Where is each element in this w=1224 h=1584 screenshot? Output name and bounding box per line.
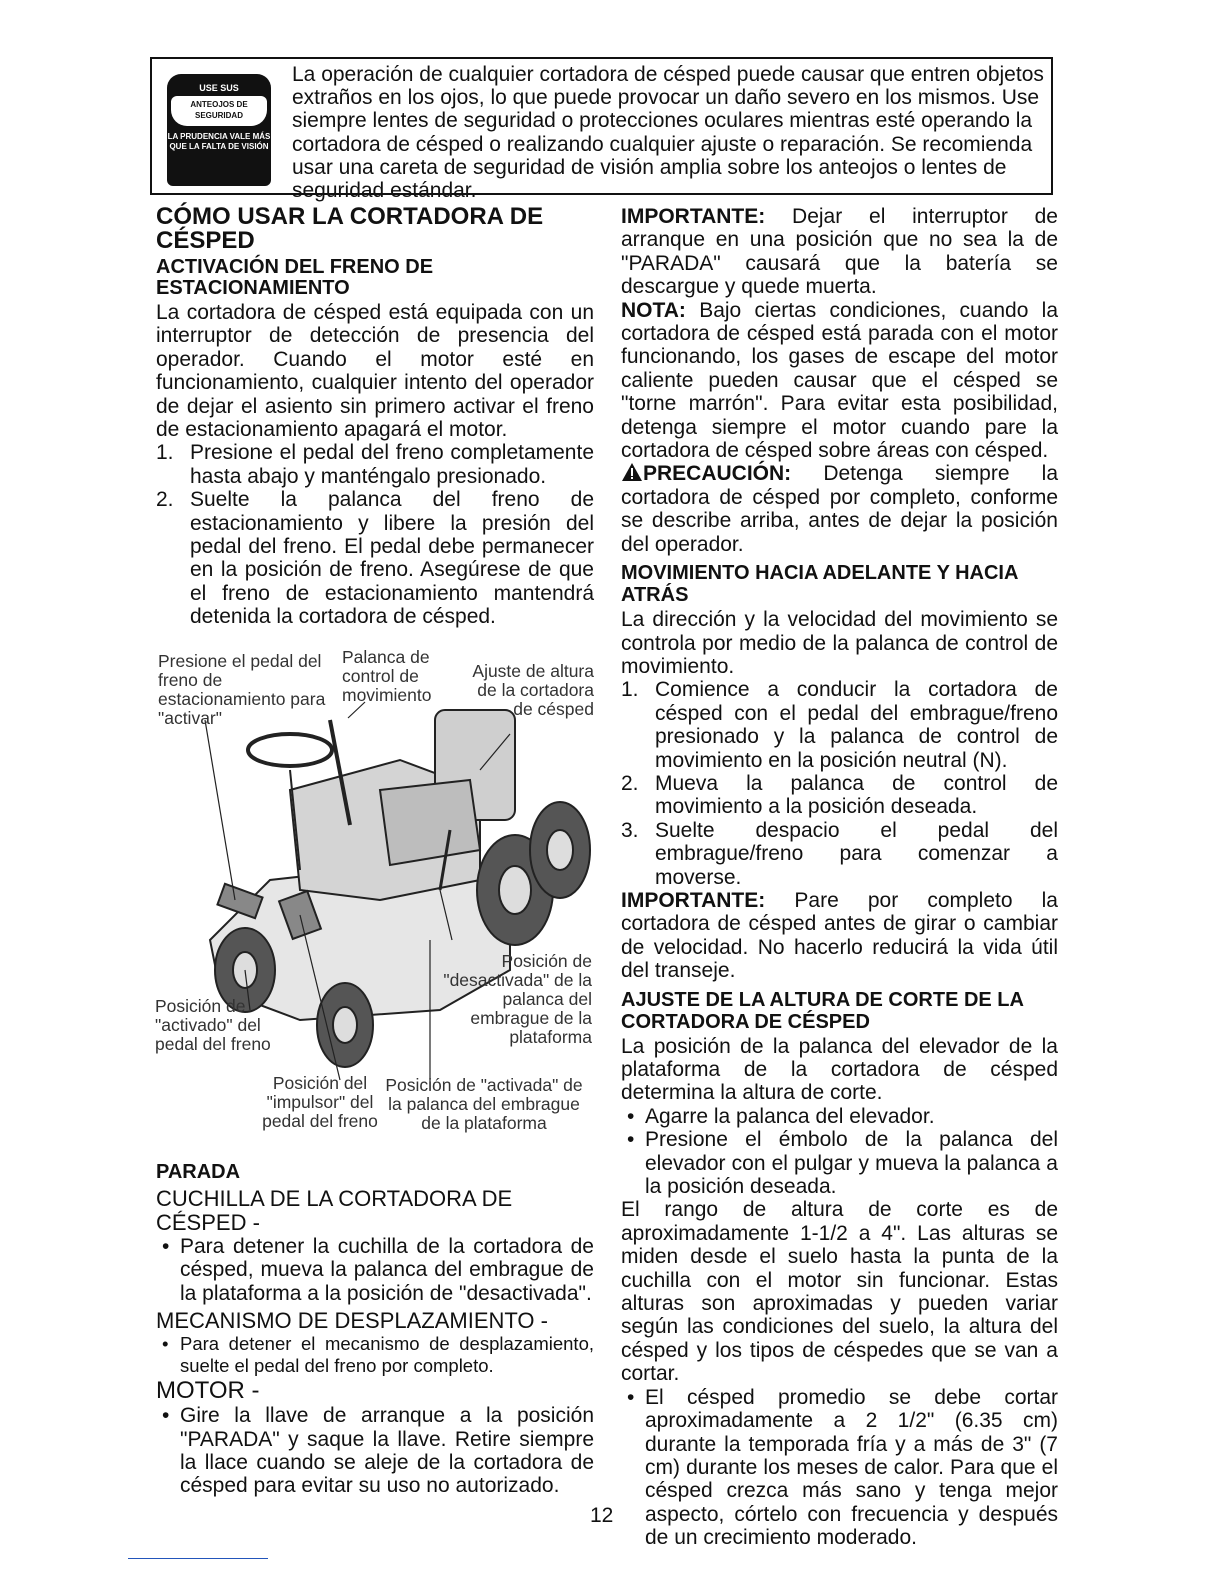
important-note-2: IMPORTANTE: Pare por completo la cortadora de césped antes de girar o cambiar de velocidad. No hacerlo reducirá la vida útil del transeje. <box>621 888 1058 983</box>
page-title: CÓMO USAR LA CORTADORA DE CÉSPED <box>156 203 544 254</box>
drive-heading: MECANISMO DE DESPLAZAMIENTO - <box>156 1308 548 1334</box>
motor-heading: MOTOR - <box>156 1377 260 1405</box>
list-item: 2. Suelte la palanca del freno de estacionamiento y libere la presión del pedal del freno. El pedal debe permanecer en la posición de freno. Asegúrese de que el freno de estacionamiento mantendrá detenida la cortadora de césped. <box>156 488 594 629</box>
stop-heading: PARADA <box>156 1161 241 1183</box>
list-item: • Presione el émbolo de la palanca del elevador con el pulgar y mueva la palanca a la posición deseada. <box>627 1128 1058 1199</box>
safety-warning-text: La operación de cualquier cortadora de césped puede causar que entren objetos extraños en los ojos, lo que puede provocar un daño severo en los mismos. Use siempre lentes de seguridad o protecciones oculares mientras esté operando la cortadora de césped o realizando cualquier ajuste o reparación. Se recomienda usar una careta de seguridad de visión amplia sobre los anteojos o lentes de seguridad estándar. <box>292 63 1044 203</box>
list-item: 1. Presione el pedal del freno completamente hasta abajo y manténgalo presionado. <box>156 441 594 488</box>
mower-figure <box>150 640 596 1160</box>
height-bullets-2 <box>621 1386 1058 1550</box>
footer-divider <box>128 1558 268 1559</box>
motor-list <box>156 1404 594 1498</box>
list-item: • Para detener el mecanismo de desplazamiento, suelte el pedal del freno por completo. <box>162 1333 594 1376</box>
caption-height-adjust: Ajuste de altura de la cortadora de césped <box>472 661 594 719</box>
list-item: 1. Comience a conducir la cortadora de césped con el pedal del embrague/freno presionado y la palanca de control de movimiento en la posición neutral (N). <box>621 678 1058 772</box>
badge-bottom-text: LA PRUDENCIA VALE MÁS QUE LA FALTA DE VISIÓN <box>167 132 271 151</box>
blade-heading: CUCHILLA DE LA CORTADORA DE CÉSPED - <box>156 1186 513 1235</box>
list-item: 2. Mueva la palanca de control de movimiento a la posición deseada. <box>621 771 1058 819</box>
motion-intro: La dirección y la velocidad del movimiento se controla por medio de la palanca de control de movimiento. <box>621 608 1058 678</box>
caption-brake-pedal: Presione el pedal del freno de estacionamiento para "activar" <box>158 651 326 728</box>
important-note-1: IMPORTANTE: Dejar el interruptor de arranque en una posición que no sea la de "PARADA" causará que la batería se descargue y quede muerta. <box>621 205 1058 299</box>
note: NOTA: Bajo ciertas condiciones, cuando la cortadora de césped está parada con el motor funcionando, los gases de escape del motor caliente pueden causar que el césped se "torne marrón". Para evitar esta posibilidad, detenga siempre el motor cuando pare la cortadora de césped sobre áreas con césped. <box>621 298 1059 463</box>
warning-triangle-icon <box>621 462 643 482</box>
motion-heading: MOVIMIENTO HACIA ADELANTE Y HACIA ATRÁS <box>621 562 1018 607</box>
list-item: • El césped promedio se debe cortar aproximadamente a 2 1/2" (6.35 cm) durante la temporada fría y a más de 3" (7 cm) durante los meses de calor. Para que el césped crezca más sano y tenga mejor aspecto, córtelo con frecuencia y después de un crecimiento moderado. <box>627 1385 1058 1550</box>
safety-goggles-badge <box>167 74 271 186</box>
safety-warning-box <box>150 57 1053 203</box>
caution-note: PRECAUCIÓN: Detenga siempre la cortadora de césped por completo, conforme se describe arriba, antes de dejar la posición del operador. <box>621 462 1058 556</box>
list-item: 3. Suelte despacio el pedal del embrague/freno para comenzar a moverse. <box>621 818 1058 889</box>
height-intro: La posición de la palanca del elevador de la plataforma de la cortadora de césped determina la altura de corte. <box>621 1034 1058 1105</box>
list-item: • Gire la llave de arranque a la posición "PARADA" y saque la llave. Retire siempre la llace cuando se aleje de la cortadora de césped para evitar su uso no autorizado. <box>162 1404 594 1498</box>
brake-heading: ACTIVACIÓN DEL FRENO DE ESTACIONAMIENTO <box>156 256 434 299</box>
page-number: 12 <box>590 1504 614 1527</box>
brake-intro: La cortadora de césped está equipada con un interruptor de detección de presencia del operador. Cuando el motor esté en funcionamiento, cualquier intento del operador de dejar el asiento sin primero activar el freno de estacionamiento apagará el motor. <box>156 301 594 442</box>
goggles-icon <box>171 96 267 126</box>
motion-steps <box>621 678 1058 889</box>
caption-motion-lever: Palanca de control de movimiento <box>342 647 432 705</box>
drive-list <box>156 1333 594 1376</box>
blade-list <box>156 1235 594 1305</box>
right-column <box>621 205 1058 1550</box>
list-item: • Para detener la cuchilla de la cortadora de césped, mueva la palanca del embrague de la plataforma a la posición de "desactivada". <box>162 1235 594 1305</box>
height-heading: AJUSTE DE LA ALTURA DE CORTE DE LA CORTADORA DE CÉSPED <box>621 988 1024 1033</box>
caption-clutch-deactivated: Posición de "desactivada" de la palanca del embrague de la plataforma <box>443 951 592 1047</box>
caption-pedal-impulsor: Posición del "impulsor" del pedal del freno <box>262 1073 378 1131</box>
caption-pedal-activated: Posición de "activado" del pedal del freno <box>155 996 271 1054</box>
height-range: El rango de altura de corte es de aproximadamente 1-1/2 a 4". Las alturas se miden desde el suelo hasta la punta de la cuchilla con el motor sin funcionar. Estas alturas son aproximadas y pueden variar según las condiciones del suelo, la altura del césped y los tipos de céspedes que se van a cortar. <box>621 1198 1058 1386</box>
stop-section <box>156 1158 594 1498</box>
brake-steps <box>156 441 594 628</box>
caption-clutch-activated: Posición de "activada" de la palanca del embrague de la plataforma <box>385 1075 583 1133</box>
list-item: • Agarre la palanca del elevador. <box>627 1104 935 1128</box>
badge-top-text: USE SUS <box>199 83 239 93</box>
badge-mid-text: ANTEOJOS DE SEGURIDAD <box>190 100 248 120</box>
height-bullets <box>621 1105 1058 1199</box>
left-column <box>156 205 594 629</box>
